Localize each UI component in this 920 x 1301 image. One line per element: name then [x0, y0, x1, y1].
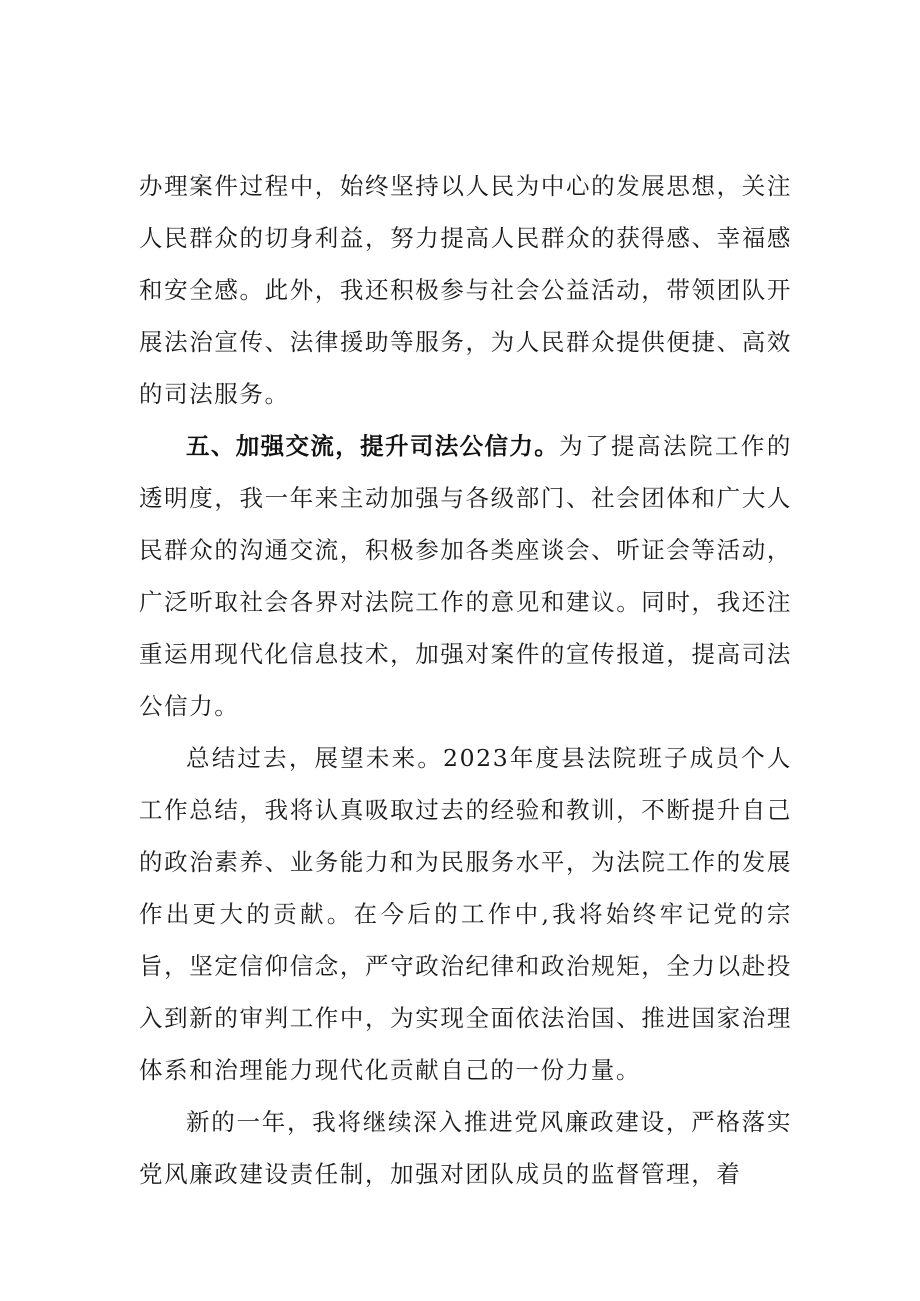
paragraph-text: 总结过去，展望未来。2023年度县法院班子成员个人工作总结，我将认真吸取过去的经验和教训，不断提升自己的政治素养、业务能力和为民服务水平，为法院工作的发展作出更大的贡献。在今后的工作中,我将始终牢记党的宗旨，坚定信仰信念，严守政治纪律和政治规矩，全力以赴投入到新的审判工作中，为实现全面依法治国、推进国家治理体系和治理能力现代化贡献自己的一份力量。 — [139, 744, 792, 1084]
paragraph-text: 为了提高法院工作的透明度，我一年来主动加强与各级部门、社会团体和广大人民群众的沟通交流，积极参加各类座谈会、听证会等活动，广泛听取社会各界对法院工作的意见和建议。同时，我还注重运用现代化信息技术，加强对案件的宣传报道，提高司法公信力。 — [139, 432, 792, 720]
paragraph-new-year — [139, 1096, 792, 1200]
document-body — [139, 160, 792, 1200]
paragraph-text: 办理案件过程中，始终坚持以人民为中心的发展思想，关注人民群众的切身利益，努力提高人民群众的获得感、幸福感和安全感。此外，我还积极参与社会公益活动，带领团队开展法治宣传、法律援助等服务，为人民群众提供便捷、高效的司法服务。 — [139, 172, 792, 408]
paragraph-case-handling — [139, 160, 792, 420]
paragraph-summary — [139, 732, 792, 1096]
paragraph-section-five — [139, 420, 792, 732]
section-heading: 五、加强交流，提升司法公信力。 — [186, 432, 560, 460]
paragraph-text: 新的一年，我将继续深入推进党风廉政建设，严格落实党风廉政建设责任制，加强对团队成员的监督管理，着 — [139, 1108, 792, 1188]
